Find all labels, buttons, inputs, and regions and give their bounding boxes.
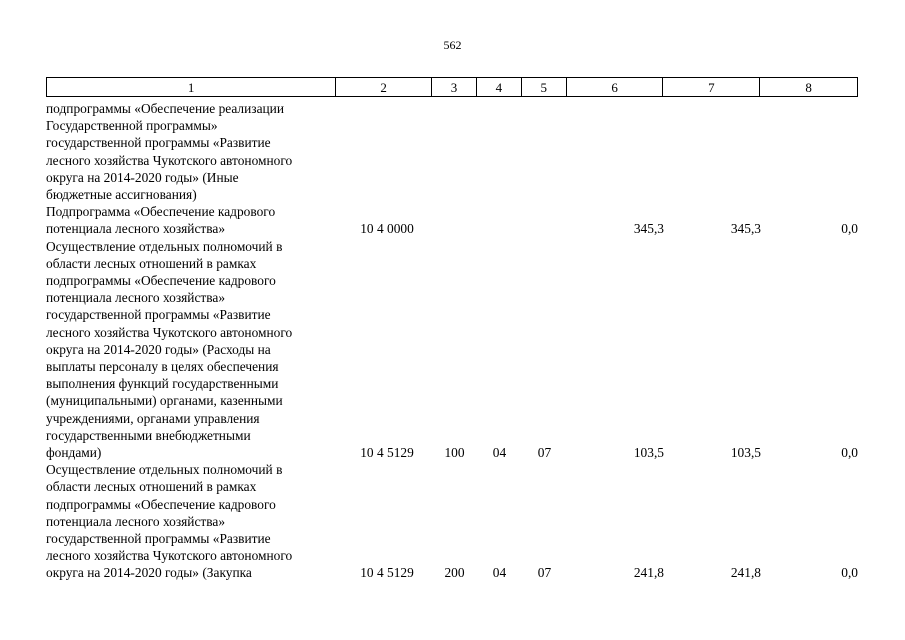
table-body [46,100,858,582]
table-row [46,238,858,462]
table-row [46,203,858,237]
row-code: 10 4 5129 [360,565,414,581]
row-description: Подпрограмма «Обеспечение кадрового потенциала лесного хозяйства» [46,204,276,237]
row-description: Осуществление отдельных полномочий в области лесных отношений в рамках подпрограммы «Обеспечение кадрового потенциала лесного хозяйства» государственной программы «Развитие лесного хозяйства Чукотского автономного округа на 2014-2020 годы» (Расходы на выплаты персоналу в целях обеспечения выполнения функций государственными (муниципальными) органами, казенными учреждениями, органами управления государственными внебюджетными фондами) [46,238,293,461]
row-col6: 103,5 [633,445,664,461]
row-col6: 345,3 [633,221,664,237]
header-col-7: 7 [663,78,760,96]
row-col6: 241,8 [633,565,664,581]
table-header [46,77,858,97]
row-code: 10 4 0000 [360,221,414,237]
row-col8: 0,0 [841,565,858,581]
row-section: 04 [492,565,507,581]
row-subsection: 07 [537,445,552,461]
row-col7: 103,5 [730,445,761,461]
page-number: 562 [443,38,462,52]
header-col-8: 8 [805,80,812,95]
row-col7: 241,8 [730,565,761,581]
table-row [46,461,858,581]
header-col-4: 4 [477,78,522,96]
row-col8: 0,0 [841,221,858,237]
header-col-2: 2 [336,78,432,96]
row-code: 10 4 5129 [360,445,414,461]
row-description: подпрограммы «Обеспечение реализации Государственной программы» государственной программы «Развитие лесного хозяйства Чукотского автономного округа на 2014-2020 годы» (Иные бюджетные ассигнования) [46,101,293,203]
row-subsection: 07 [537,565,552,581]
header-col-5: 5 [522,78,567,96]
row-description: Осуществление отдельных полномочий в области лесных отношений в рамках подпрограммы «Обеспечение кадрового потенциала лесного хозяйства» государственной программы «Развитие лесного хозяйства Чукотского автономного округа на 2014-2020 годы» (Закупка [46,462,293,581]
header-col-1: 1 [47,78,336,96]
row-section: 04 [492,445,507,461]
row-col7: 345,3 [730,221,761,237]
row-expense-type: 100 [444,445,465,461]
header-col-6: 6 [567,78,664,96]
header-col-3: 3 [432,78,477,96]
table-row [46,100,858,203]
row-expense-type: 200 [444,565,465,581]
row-col8: 0,0 [841,445,858,461]
